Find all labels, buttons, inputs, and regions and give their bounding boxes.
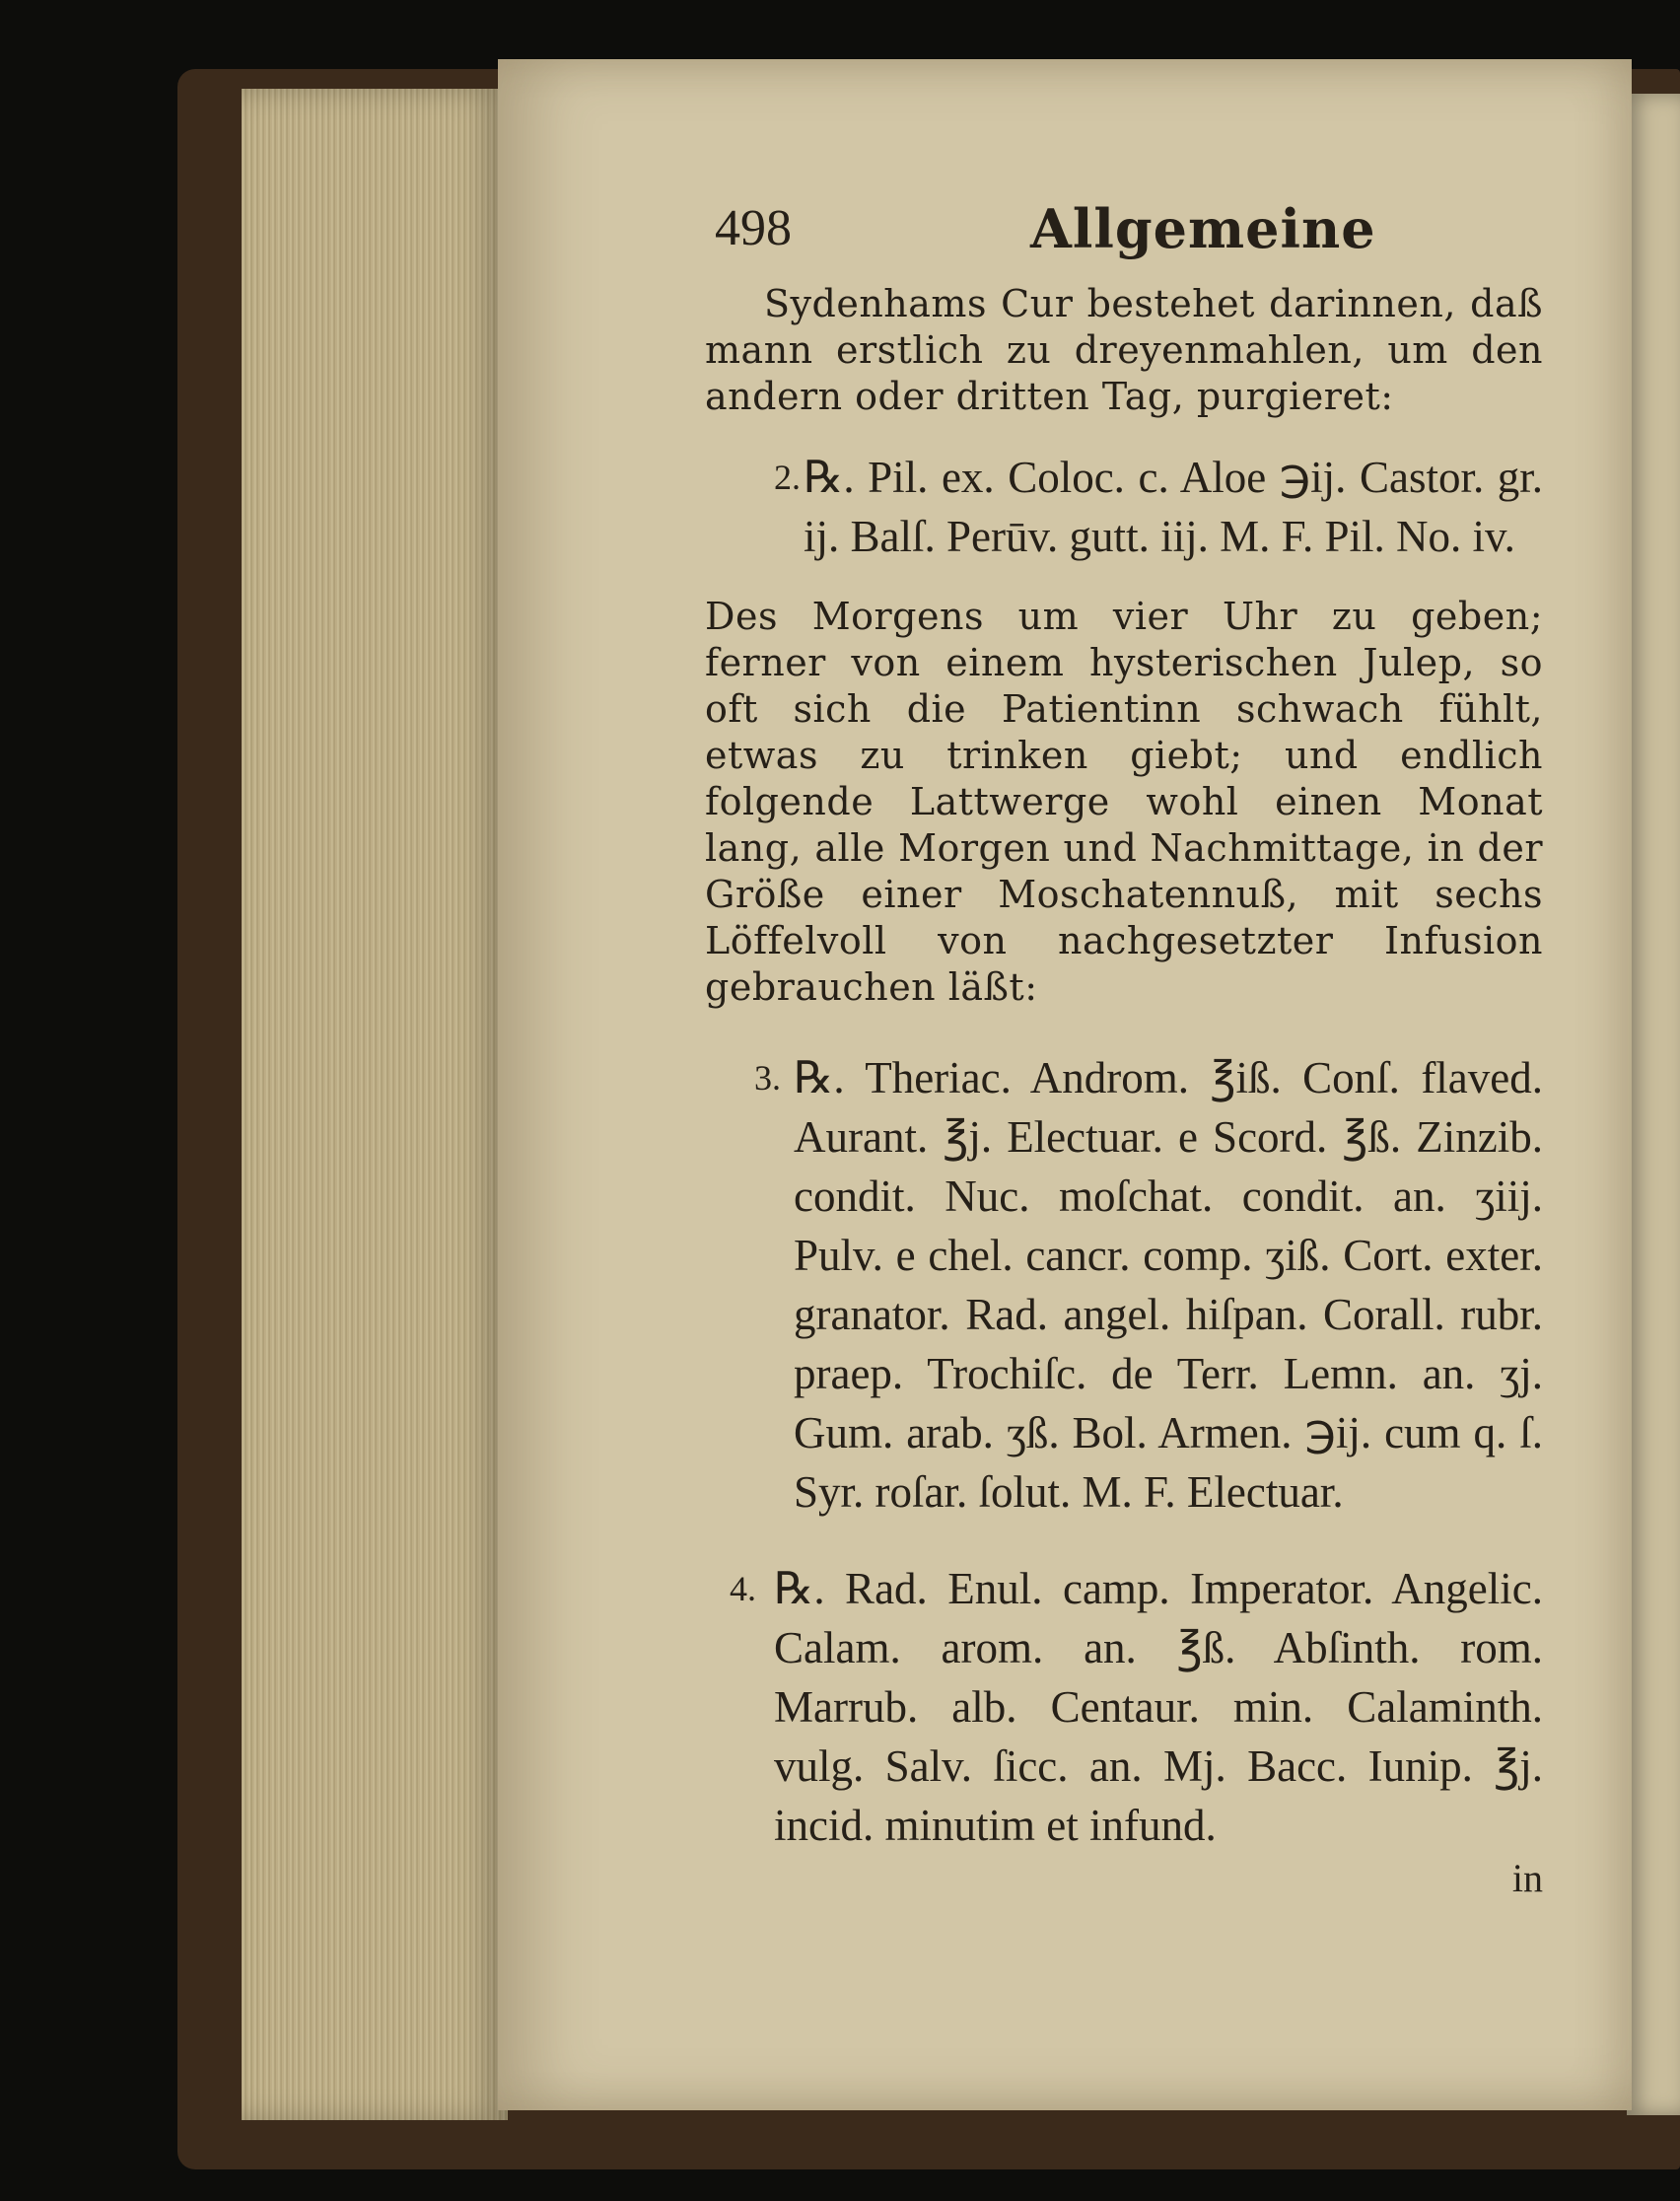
page-edges	[242, 89, 508, 2120]
page-number: 498	[715, 200, 792, 256]
recipe-number: 4.	[730, 1569, 756, 1608]
running-title: Allgemeine	[1030, 197, 1376, 260]
recipe-text: ℞. Pil. ex. Coloc. c. Aloe ℈ij. Castor. gr. ij. Balſ. Perūv. gutt. iij. M. F. Pil. No. iv.	[804, 453, 1543, 561]
recipe-3	[705, 1048, 1543, 1522]
paragraph: Sydenhams Cur bestehet darinnen, daß mann erstlich zu dreyenmahlen, um den andern oder dritten Tag, purgieret:	[705, 282, 1543, 418]
catchword: in	[1511, 1856, 1543, 1900]
recipe-number: 2.	[774, 458, 801, 497]
page-text	[705, 187, 1543, 1914]
facing-page-edge	[1627, 94, 1680, 2115]
recipe-number: 3.	[754, 1058, 781, 1098]
paragraph: Des Morgens um vier Uhr zu geben; ferner von einem hysterischen Julep, so oft sich die Patientinn schwach fühlt, etwas zu trinken giebt; und endlich folgende Lattwerge wohl einen Monat lang, alle Morgen und Nachmittage, in der Größe einer Moschatennuß, mit sechs Löffelvoll von nachgesetzter Infusion gebrauchen läßt:	[705, 595, 1543, 1009]
page-header	[705, 187, 1543, 281]
recipe-4	[705, 1559, 1543, 1855]
recipe-2	[705, 448, 1543, 566]
recipe-text: ℞. Rad. Enul. camp. Imperator. Angelic. Calam. arom. an. ℥ß. Abſinth. rom. Marrub. alb. Centaur. min. Calaminth. vulg. Salv. ſicc. an. Mj. Bacc. Iunip. ℥j. incid. minutim et infund.	[774, 1564, 1543, 1850]
recipe-text: ℞. Theriac. Androm. ℥iß. Conſ. flaved. Aurant. ℥j. Electuar. e Scord. ℥ß. Zinzib. condit. Nuc. moſchat. condit. an. ʒiij. Pulv. e chel. cancr. comp. ʒiß. Cort. exter. granator. Rad. angel. hiſpan. Corall. rubr. praep. Trochiſc. de Terr. Lemn. an. ʒj. Gum. arab. ʒß. Bol. Armen. ℈ij. cum q. ſ. Syr. roſar. ſolut. M. F. Electuar.	[794, 1053, 1543, 1517]
